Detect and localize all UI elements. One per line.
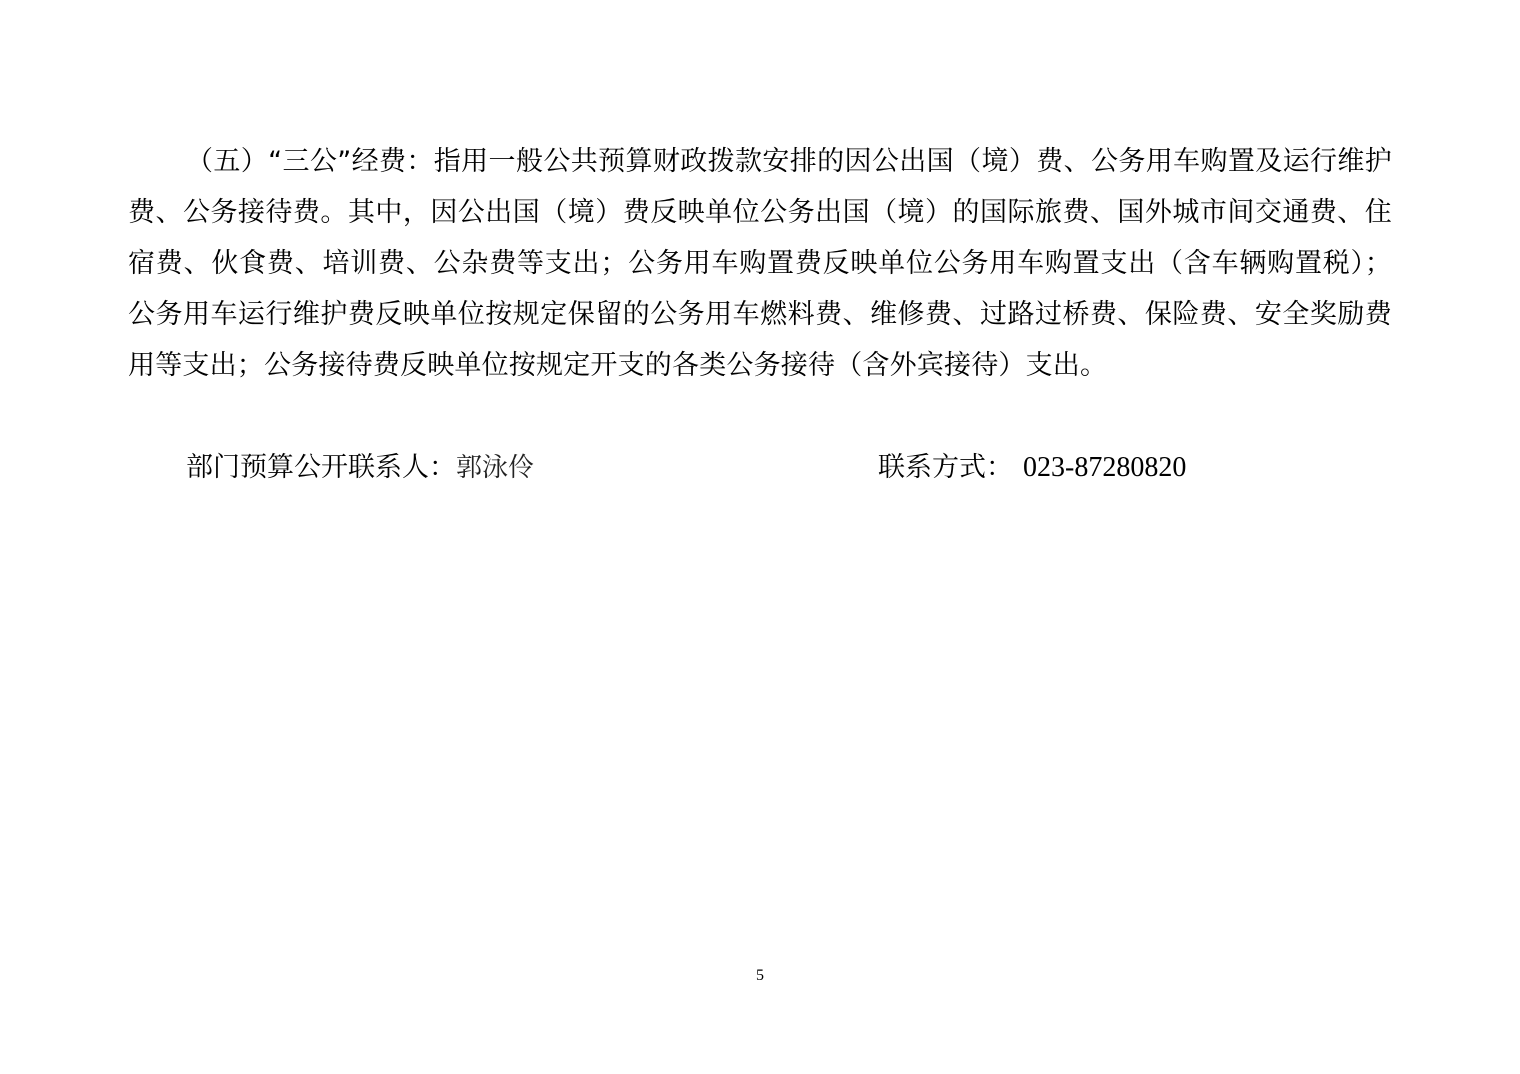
- contact-method: [878, 448, 1186, 488]
- contact-person-name: 郭泳伶: [456, 453, 535, 483]
- contact-method-label: 联系方式：: [878, 452, 1013, 483]
- contact-person-label: 部门预算公开联系人：: [186, 452, 456, 483]
- three-public-expenses-paragraph: （五）“三公”经费：指用一般公共预算财政拨款安排的因公出国（境）费、公务用车购置及运行维护费、公务接待费。其中，因公出国（境）费反映单位公务出国（境）的国际旅费、国外城市间交通费、住宿费、伙食费、培训费、公杂费等支出；公务用车购置费反映单位公务用车购置支出（含车辆购置税）；公务用车运行维护费反映单位按规定保留的公务用车燃料费、维修费、过路过桥费、保险费、安全奖励费用等支出；公务接待费反映单位按规定开支的各类公务接待（含外宾接待）支出。: [128, 146, 1392, 381]
- contact-person: [186, 448, 534, 488]
- contact-phone-number: 023-87280820: [1023, 452, 1187, 483]
- page-number: 5: [756, 967, 764, 984]
